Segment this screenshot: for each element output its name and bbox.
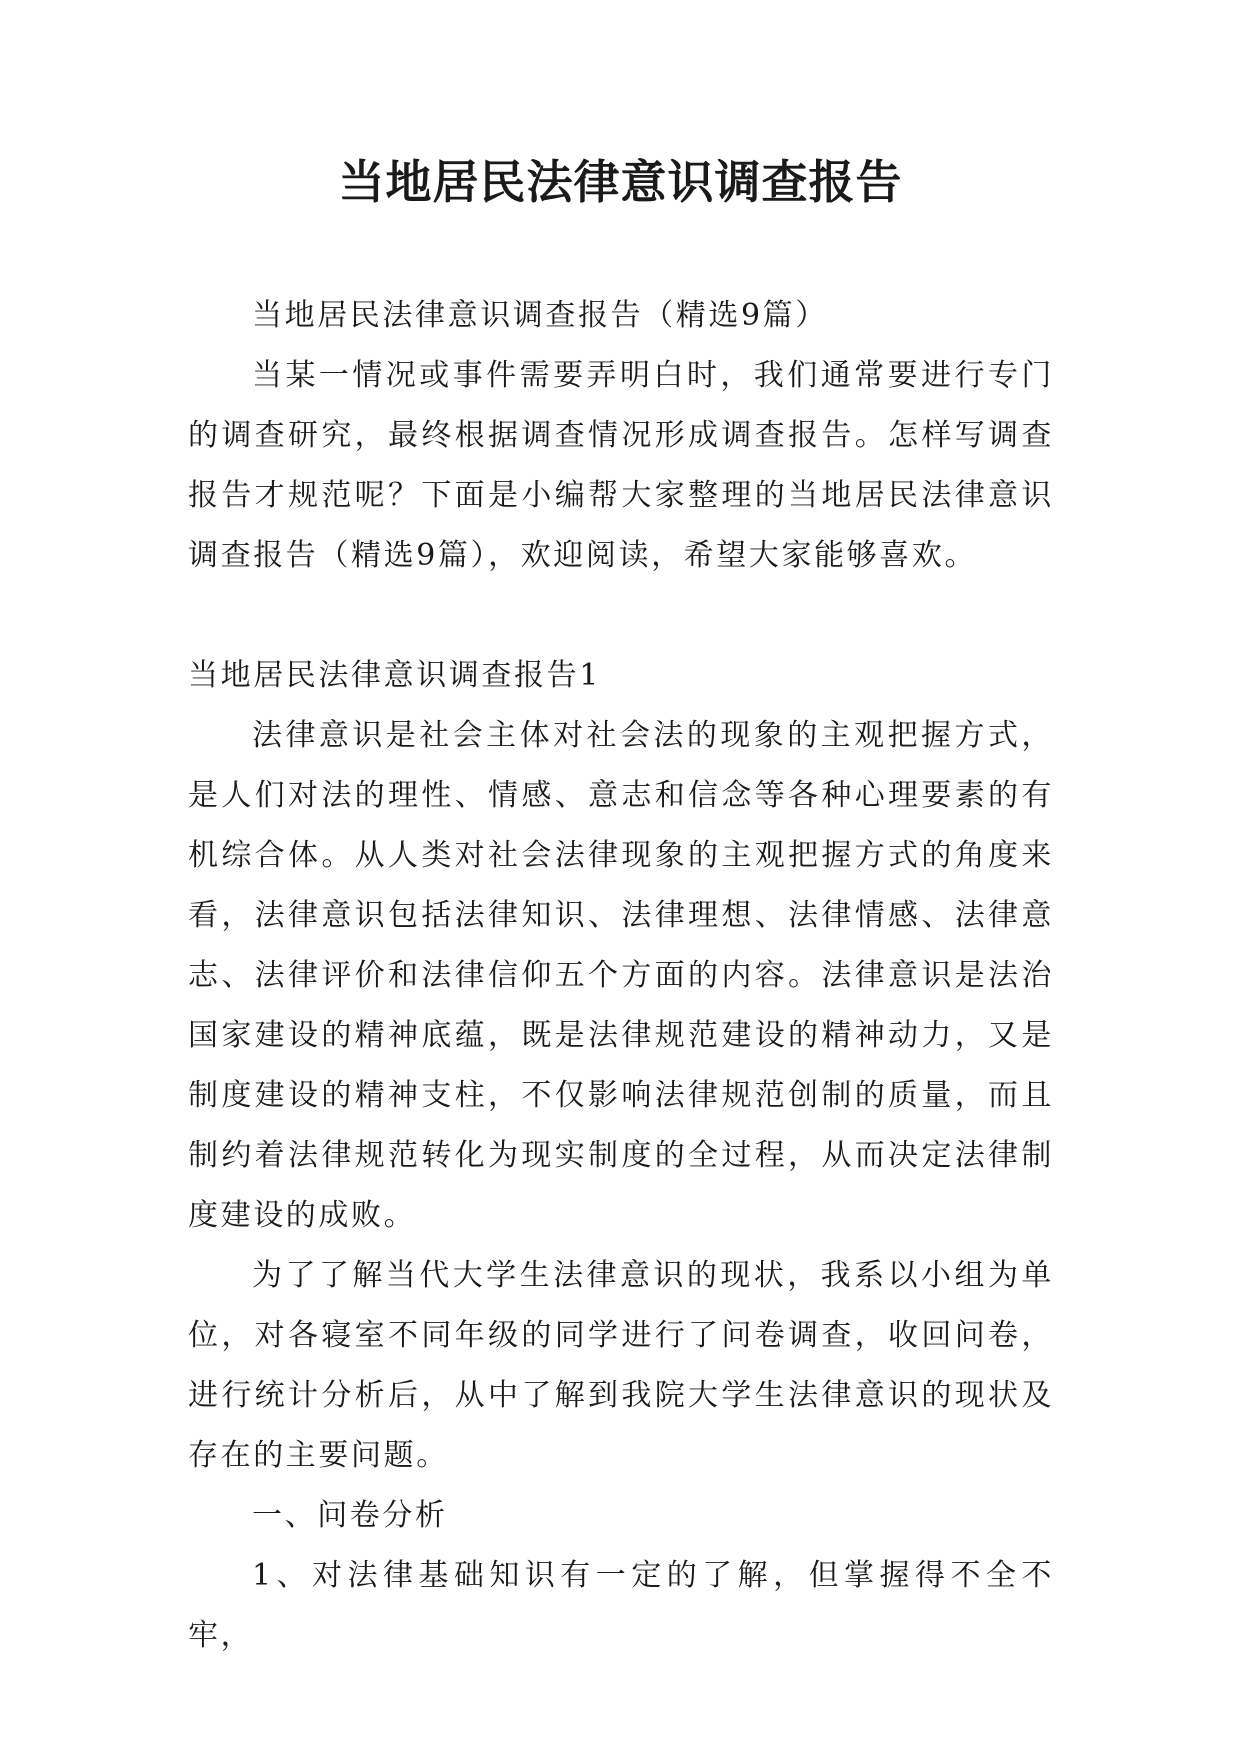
subsection-heading: 一、问卷分析 [252,1498,448,1533]
section-heading: 当地居民法律意识调查报告1 [188,658,601,693]
intro-paragraph: 当某一情况或事件需要弄明白时，我们通常要进行专门的调查研究，最终根据调查情况形成调查报告。怎样写调查报告才规范呢？下面是小编帮大家整理的当地居民法律意识调查报告（精选9篇），欢迎阅读，希望大家能够喜欢。 [188,358,1054,573]
section-spacer [188,586,1054,646]
body-paragraph: 为了了解当代大学生法律意识的现状，我系以小组为单位，对各寝室不同年级的同学进行了问卷调查，收回问卷，进行统计分析后，从中了解到我院大学生法律意识的现状及存在的主要问题。 [188,1258,1054,1473]
body-paragraph: 法律意识是社会主体对社会法的现象的主观把握方式，是人们对法的理性、情感、意志和信念等各种心理要素的有机综合体。从人类对社会法律现象的主观把握方式的角度来看，法律意识包括法律知识、法律理想、法律情感、法律意志、法律评价和法律信仰五个方面的内容。法律意识是法治国家建设的精神底蕴，既是法律规范建设的精神动力，又是制度建设的精神支柱，不仅影响法律规范创制的质量，而且制约着法律规范转化为现实制度的全过程，从而决定法律制度建设的成败。 [188,718,1054,1233]
document-body [188,286,1054,1666]
document-title: 当地居民法律意识调查报告 [338,155,903,209]
intro-subtitle: 当地居民法律意识调查报告（精选9篇） [252,298,828,333]
body-paragraph: 1、对法律基础知识有一定的了解，但掌握得不全不牢， [188,1558,1054,1653]
